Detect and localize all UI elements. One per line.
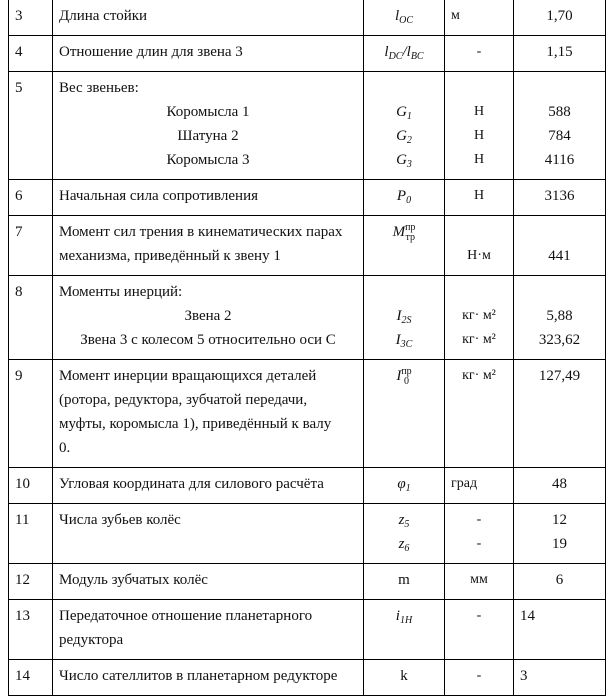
- unit-cell-line: Н: [473, 188, 485, 203]
- description: [53, 72, 364, 180]
- symbol-cell-line: [370, 329, 438, 353]
- unit-cell-line: [451, 629, 507, 653]
- value-cell-line: [520, 389, 599, 413]
- unit-cell: [445, 180, 514, 216]
- symbol-cell-line: [370, 605, 438, 629]
- description: [53, 216, 364, 276]
- value-cell-line: 4116: [544, 152, 575, 168]
- symbol-cell-line: [370, 305, 438, 329]
- description: [53, 468, 364, 504]
- unit-cell: [445, 468, 514, 504]
- row-number: [9, 0, 53, 36]
- symbol: $z_5$: [398, 512, 410, 530]
- unit-cell-line: -: [476, 608, 482, 623]
- symbol: $I_{2S}$: [396, 308, 412, 326]
- symbol: $\varphi_1$: [397, 476, 411, 494]
- unit-cell-line: Н·м: [467, 248, 491, 263]
- symbol-cell: [364, 600, 445, 660]
- value-cell-line: [520, 221, 599, 245]
- table-row: [9, 72, 606, 180]
- description-line: 0.: [59, 440, 71, 456]
- table-row: [9, 660, 606, 696]
- row-number: [9, 468, 53, 504]
- unit-cell: [445, 276, 514, 360]
- table-row: [9, 0, 606, 36]
- row-number-text: 12: [15, 572, 30, 588]
- description: [53, 564, 364, 600]
- symbol-cell: [364, 360, 445, 468]
- value-cell-line: [520, 437, 599, 461]
- symbol: I пр 0: [396, 366, 412, 387]
- table-row: [9, 36, 606, 72]
- unit-cell: [445, 564, 514, 600]
- value-cell: [514, 564, 606, 600]
- symbol-cell-line: [370, 77, 438, 101]
- symbol-indices: пр 0: [401, 366, 412, 387]
- symbol: $G_1$: [396, 104, 412, 122]
- unit-cell-line: -: [476, 512, 482, 527]
- value-cell-line: 6: [555, 572, 564, 588]
- value-cell-line: [520, 629, 599, 653]
- symbol-cell-line: [370, 569, 438, 593]
- description-line: Коромысла 1: [166, 104, 250, 120]
- value-cell-line: 3: [520, 668, 528, 684]
- value-cell-line: 5,88: [546, 308, 573, 324]
- value-cell: [514, 0, 606, 36]
- symbol-cell-line: [370, 149, 438, 173]
- symbol: k: [400, 668, 408, 684]
- unit-cell-line: [451, 437, 507, 461]
- unit-cell: [445, 360, 514, 468]
- value-cell: [514, 360, 606, 468]
- row-number-text: 6: [15, 188, 23, 204]
- unit-cell-line: [451, 281, 507, 305]
- row-number: [9, 276, 53, 360]
- symbol-cell-line: [370, 281, 438, 305]
- table-row: [9, 600, 606, 660]
- description: [53, 276, 364, 360]
- description-line: Длина стойки: [59, 8, 148, 24]
- symbol-cell-line: [370, 185, 438, 209]
- row-number: [9, 564, 53, 600]
- unit-cell: [445, 600, 514, 660]
- table-row: [9, 216, 606, 276]
- row-number-text: 7: [15, 224, 23, 240]
- value-cell: [514, 600, 606, 660]
- value-cell-line: 3136: [544, 188, 575, 204]
- symbol-cell: [364, 72, 445, 180]
- symbol-cell-line: [370, 365, 438, 389]
- description: [53, 660, 364, 696]
- symbol: $G_2$: [396, 128, 412, 146]
- symbol-cell-line: [370, 665, 438, 689]
- description-line: Звена 2: [184, 308, 232, 324]
- unit-cell: [445, 216, 514, 276]
- value-cell: [514, 660, 606, 696]
- row-number-text: 11: [15, 512, 30, 528]
- row-number: [9, 36, 53, 72]
- symbol: $z_6$: [398, 536, 410, 554]
- symbol-cell-line: [370, 5, 438, 29]
- table-row: [9, 276, 606, 360]
- symbol-cell-line: [370, 629, 438, 653]
- unit-cell-line: -: [476, 536, 482, 551]
- symbol-cell-line: [370, 473, 438, 497]
- row-number: [9, 216, 53, 276]
- value-cell-line: 1,70: [546, 8, 573, 24]
- row-number-text: 3: [15, 8, 23, 24]
- value-cell: [514, 216, 606, 276]
- unit-cell-line: кг· м²: [462, 368, 496, 383]
- unit-cell-line: -: [476, 44, 482, 59]
- row-number: [9, 360, 53, 468]
- symbol-cell-line: [370, 41, 438, 65]
- symbol-cell-line: [370, 245, 438, 269]
- symbol-cell-line: [370, 101, 438, 125]
- value-cell-line: 1,15: [546, 44, 573, 60]
- value-cell-line: 784: [548, 128, 571, 144]
- symbol-cell: [364, 504, 445, 564]
- symbol-indices: пр тр: [405, 222, 416, 243]
- value-cell: [514, 276, 606, 360]
- row-number-text: 5: [15, 80, 23, 96]
- table-row: [9, 468, 606, 504]
- unit-cell: [445, 504, 514, 564]
- description-line: Момент инерции вращающихся деталей: [59, 368, 317, 384]
- value-cell: [514, 504, 606, 564]
- value-cell-line: 588: [548, 104, 571, 120]
- symbol: $l_{DC}/l_{BC}$: [384, 44, 424, 62]
- unit-cell: [445, 0, 514, 36]
- value-cell-line: 127,49: [538, 368, 581, 384]
- value-cell-line: 48: [552, 476, 567, 492]
- description-line: Передаточное отношение планетарного: [59, 608, 313, 624]
- description-line: Звена 3 с колесом 5 относительно оси С: [80, 332, 336, 348]
- description-line: Вес звеньев:: [59, 80, 139, 96]
- row-number-text: 14: [15, 668, 30, 684]
- value-cell-line: 14: [520, 608, 535, 624]
- value-cell: [514, 468, 606, 504]
- description-line: Момент сил трения в кинематических парах: [59, 224, 343, 240]
- symbol-cell: [364, 276, 445, 360]
- description-line: Шатуна 2: [177, 128, 239, 144]
- value-cell-line: 441: [548, 248, 571, 264]
- unit-cell-line: [451, 221, 507, 245]
- description-line: Отношение длин для звена 3: [59, 44, 243, 60]
- table-row: [9, 180, 606, 216]
- description-line: Коромысла 3: [166, 152, 250, 168]
- unit-cell: [445, 36, 514, 72]
- symbol: $I_{3C}$: [395, 332, 413, 350]
- symbol-cell: [364, 216, 445, 276]
- row-number-text: 13: [15, 608, 30, 624]
- symbol-cell: [364, 468, 445, 504]
- unit-cell-line: мм: [470, 572, 488, 587]
- value-cell-line: 323,62: [538, 332, 581, 348]
- symbol-cell: [364, 564, 445, 600]
- symbol-cell-line: [370, 221, 438, 245]
- value-cell: [514, 36, 606, 72]
- unit-cell-line: [451, 413, 507, 437]
- row-number-text: 8: [15, 284, 23, 300]
- row-number: [9, 600, 53, 660]
- description-line: Числа зубьев колёс: [59, 512, 181, 528]
- unit-cell-line: кг· м²: [462, 332, 496, 347]
- symbol: $P_0$: [396, 188, 412, 206]
- symbol-cell-line: [370, 413, 438, 437]
- value-cell-line: 19: [552, 536, 567, 552]
- description-line: редуктора: [59, 632, 124, 648]
- symbol-cell: [364, 0, 445, 36]
- row-number: [9, 660, 53, 696]
- table-row: [9, 564, 606, 600]
- symbol-cell: [364, 180, 445, 216]
- symbol-cell-line: [370, 389, 438, 413]
- unit-cell-line: -: [476, 668, 482, 683]
- description-line: Модуль зубчатых колёс: [59, 572, 208, 588]
- value-cell-line: 12: [552, 512, 567, 528]
- value-cell-line: [520, 77, 599, 101]
- symbol-cell-line: [370, 533, 438, 557]
- symbol-cell-line: [370, 509, 438, 533]
- unit-cell: [445, 72, 514, 180]
- description-line: Начальная сила сопротивления: [59, 188, 259, 204]
- row-number: [9, 504, 53, 564]
- symbol-cell-line: [370, 125, 438, 149]
- unit-cell-line: м: [451, 8, 460, 23]
- unit-cell-line: град: [451, 476, 478, 491]
- symbol-cell: [364, 660, 445, 696]
- description-line: (ротора, редуктора, зубчатой передачи,: [59, 392, 308, 408]
- symbol-cell: [364, 36, 445, 72]
- table-row: [9, 360, 606, 468]
- row-number-text: 4: [15, 44, 23, 60]
- table-row: [9, 504, 606, 564]
- unit-cell-line: [451, 77, 507, 101]
- row-number-text: 9: [15, 368, 23, 384]
- description-line: [59, 533, 357, 557]
- row-number-text: 10: [15, 476, 30, 492]
- unit-cell-line: Н: [473, 128, 485, 143]
- symbol: $l_{OC}$: [394, 8, 414, 26]
- row-number: [9, 72, 53, 180]
- symbol-cell-line: [370, 437, 438, 461]
- unit-cell-line: Н: [473, 152, 485, 167]
- description-line: Угловая координата для силового расчёта: [59, 476, 324, 492]
- symbol: m: [398, 572, 410, 588]
- description-line: муфты, коромысла 1), приведённый к валу: [59, 416, 332, 432]
- value-cell-line: [520, 413, 599, 437]
- value-cell-line: [520, 281, 599, 305]
- description-line: Число сателлитов в планетарном редукторе: [59, 668, 338, 684]
- unit-cell-line: [451, 389, 507, 413]
- unit-cell: [445, 660, 514, 696]
- description: [53, 180, 364, 216]
- symbol: $G_3$: [396, 152, 412, 170]
- description-line: Моменты инерций:: [59, 284, 183, 300]
- parameters-table: [8, 0, 606, 696]
- description: [53, 36, 364, 72]
- description-line: механизма, приведённый к звену 1: [59, 248, 281, 264]
- value-cell: [514, 180, 606, 216]
- description: [53, 0, 364, 36]
- symbol: $i_{1H}$: [395, 608, 413, 626]
- unit-cell-line: Н: [473, 104, 485, 119]
- description: [53, 360, 364, 468]
- description: [53, 600, 364, 660]
- value-cell: [514, 72, 606, 180]
- symbol: M пр тр: [392, 222, 416, 243]
- unit-cell-line: кг· м²: [462, 308, 496, 323]
- row-number: [9, 180, 53, 216]
- description: [53, 504, 364, 564]
